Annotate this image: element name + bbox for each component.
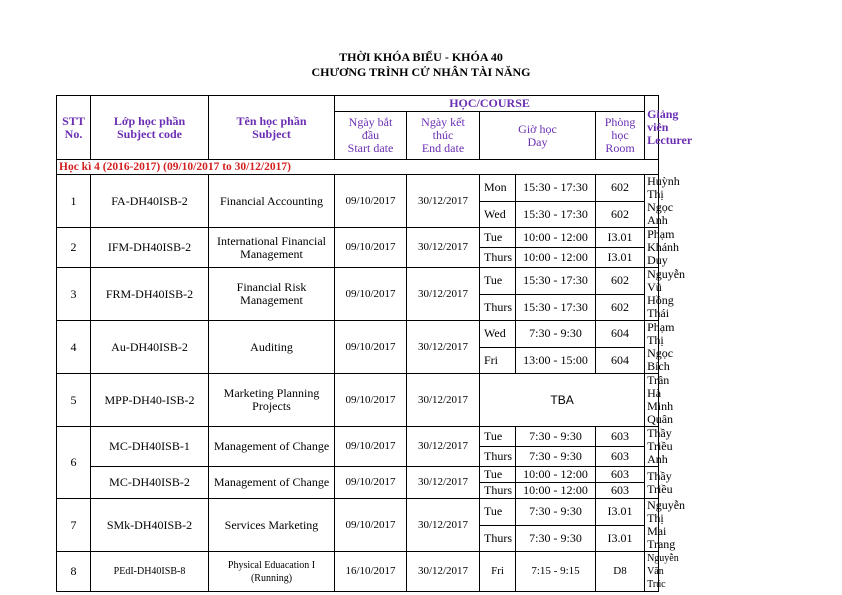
table-row <box>57 552 659 592</box>
session-day: Tue <box>480 499 516 526</box>
subject-name: International Financial Management <box>209 228 335 268</box>
session-day: Thurs <box>480 447 516 467</box>
session-day: Fri <box>480 552 516 592</box>
header-lecturer: Giảng viên Lecturer <box>645 96 659 160</box>
session-time: 13:00 - 15:00 <box>516 347 596 374</box>
subject-code: FRM-DH40ISB-2 <box>91 268 209 321</box>
semester-label: Học kì 4 (2016-2017) (09/10/2017 to 30/12/2017) <box>57 160 659 175</box>
table-row <box>57 499 659 526</box>
session-time: 7:30 - 9:30 <box>516 321 596 348</box>
session-room: 604 <box>596 347 645 374</box>
end-date: 30/12/2017 <box>407 467 480 499</box>
session-time: 10:00 - 12:00 <box>516 248 596 268</box>
end-date: 30/12/2017 <box>407 175 480 228</box>
subject-code: PEdI-DH40ISB-8 <box>91 552 209 592</box>
session-room: 602 <box>596 201 645 228</box>
session-time: 7:15 - 9:15 <box>516 552 596 592</box>
lecturer: Thầy Triều <box>645 467 659 499</box>
row-number: 1 <box>57 175 91 228</box>
end-date: 30/12/2017 <box>407 228 480 268</box>
row-number: 2 <box>57 228 91 268</box>
subject-code: MC-DH40ISB-2 <box>91 467 209 499</box>
start-date: 09/10/2017 <box>335 467 407 499</box>
header-course: HỌC/COURSE <box>335 96 645 112</box>
lecturer: Nguyễn Văn Trúc <box>645 552 659 592</box>
lecturer: Phạm Thị Ngọc Bích <box>645 321 659 374</box>
subject-code: MPP-DH40-ISB-2 <box>91 374 209 427</box>
session-day: Thurs <box>480 248 516 268</box>
subject-name: Financial Risk Management <box>209 268 335 321</box>
session-room: 602 <box>596 294 645 321</box>
table-row <box>57 321 659 348</box>
end-date: 30/12/2017 <box>407 499 480 552</box>
session-day: Fri <box>480 347 516 374</box>
session-day: Thurs <box>480 294 516 321</box>
session-room: 602 <box>596 268 645 295</box>
session-time: 15:30 - 17:30 <box>516 268 596 295</box>
start-date: 16/10/2017 <box>335 552 407 592</box>
session-day: Tue <box>480 268 516 295</box>
header-stt: STT No. <box>57 96 91 160</box>
row-number: 7 <box>57 499 91 552</box>
start-date: 09/10/2017 <box>335 499 407 552</box>
session-room: 603 <box>596 467 645 483</box>
table-row <box>57 427 659 447</box>
session-room: 603 <box>596 427 645 447</box>
row-number: 5 <box>57 374 91 427</box>
session-room: 604 <box>596 321 645 348</box>
session-room: I3.01 <box>596 499 645 526</box>
tba-label: TBA <box>480 374 645 427</box>
session-time: 10:00 - 12:00 <box>516 483 596 499</box>
table-row <box>57 228 659 248</box>
document-subtitle: CHƯƠNG TRÌNH CỬ NHÂN TÀI NĂNG <box>311 65 531 79</box>
session-room: D8 <box>596 552 645 592</box>
header-room: Phòng học Room <box>596 112 645 160</box>
header-end-date: Ngày kết thúc End date <box>407 112 480 160</box>
start-date: 09/10/2017 <box>335 427 407 467</box>
session-day: Tue <box>480 467 516 483</box>
session-day: Mon <box>480 175 516 202</box>
subject-name: Auditing <box>209 321 335 374</box>
start-date: 09/10/2017 <box>335 321 407 374</box>
session-time: 7:30 - 9:30 <box>516 427 596 447</box>
session-room: 602 <box>596 175 645 202</box>
start-date: 09/10/2017 <box>335 374 407 427</box>
session-room: 603 <box>596 447 645 467</box>
subject-name: Services Marketing <box>209 499 335 552</box>
subject-name: Management of Change <box>209 467 335 499</box>
header-time: Giờ học Day <box>480 112 596 160</box>
subject-code: MC-DH40ISB-1 <box>91 427 209 467</box>
end-date: 30/12/2017 <box>407 268 480 321</box>
lecturer: Huỳnh Thị Ngọc Anh <box>645 175 659 228</box>
session-time: 7:30 - 9:30 <box>516 525 596 552</box>
subject-name: Management of Change <box>209 427 335 467</box>
subject-name: Marketing Planning Projects <box>209 374 335 427</box>
subject-name: Financial Accounting <box>209 175 335 228</box>
subject-code: Au-DH40ISB-2 <box>91 321 209 374</box>
table-row <box>57 268 659 295</box>
end-date: 30/12/2017 <box>407 552 480 592</box>
start-date: 09/10/2017 <box>335 268 407 321</box>
session-room: I3.01 <box>596 248 645 268</box>
header-subject: Tên học phần Subject <box>209 96 335 160</box>
session-day: Tue <box>480 427 516 447</box>
lecturer: Trần Hà Minh Quân <box>645 374 659 427</box>
end-date: 30/12/2017 <box>407 321 480 374</box>
start-date: 09/10/2017 <box>335 228 407 268</box>
session-room: I3.01 <box>596 228 645 248</box>
table-row <box>57 467 659 483</box>
session-day: Wed <box>480 321 516 348</box>
session-room: I3.01 <box>596 525 645 552</box>
subject-code: FA-DH40ISB-2 <box>91 175 209 228</box>
lecturer: Nguyễn Thị Mai Trang <box>645 499 659 552</box>
end-date: 30/12/2017 <box>407 374 480 427</box>
session-time: 15:30 - 17:30 <box>516 175 596 202</box>
header-class: Lớp học phần Subject code <box>91 96 209 160</box>
table-row <box>57 175 659 202</box>
row-number: 8 <box>57 552 91 592</box>
row-number: 3 <box>57 268 91 321</box>
session-day: Thurs <box>480 483 516 499</box>
lecturer: Phạm Khánh Duy <box>645 228 659 268</box>
subject-code: SMk-DH40ISB-2 <box>91 499 209 552</box>
document-title: THỜI KHÓA BIỂU - KHÓA 40 <box>339 50 503 64</box>
timetable <box>56 95 693 592</box>
lecturer: Nguyễn Vũ Hồng Thái <box>645 268 659 321</box>
header-start-date: Ngày bắt đầu Start date <box>335 112 407 160</box>
session-time: 15:30 - 17:30 <box>516 201 596 228</box>
session-time: 10:00 - 12:00 <box>516 467 596 483</box>
session-time: 10:00 - 12:00 <box>516 228 596 248</box>
session-time: 15:30 - 17:30 <box>516 294 596 321</box>
row-number: 4 <box>57 321 91 374</box>
session-day: Thurs <box>480 525 516 552</box>
subject-name: Physical Eduacation I (Running) <box>209 552 335 592</box>
subject-code: IFM-DH40ISB-2 <box>91 228 209 268</box>
lecturer: Thầy Triều Anh <box>645 427 659 467</box>
row-number: 6 <box>57 427 91 499</box>
table-row <box>57 374 659 427</box>
session-day: Tue <box>480 228 516 248</box>
session-room: 603 <box>596 483 645 499</box>
start-date: 09/10/2017 <box>335 175 407 228</box>
session-time: 7:30 - 9:30 <box>516 499 596 526</box>
end-date: 30/12/2017 <box>407 427 480 467</box>
session-day: Wed <box>480 201 516 228</box>
session-time: 7:30 - 9:30 <box>516 447 596 467</box>
